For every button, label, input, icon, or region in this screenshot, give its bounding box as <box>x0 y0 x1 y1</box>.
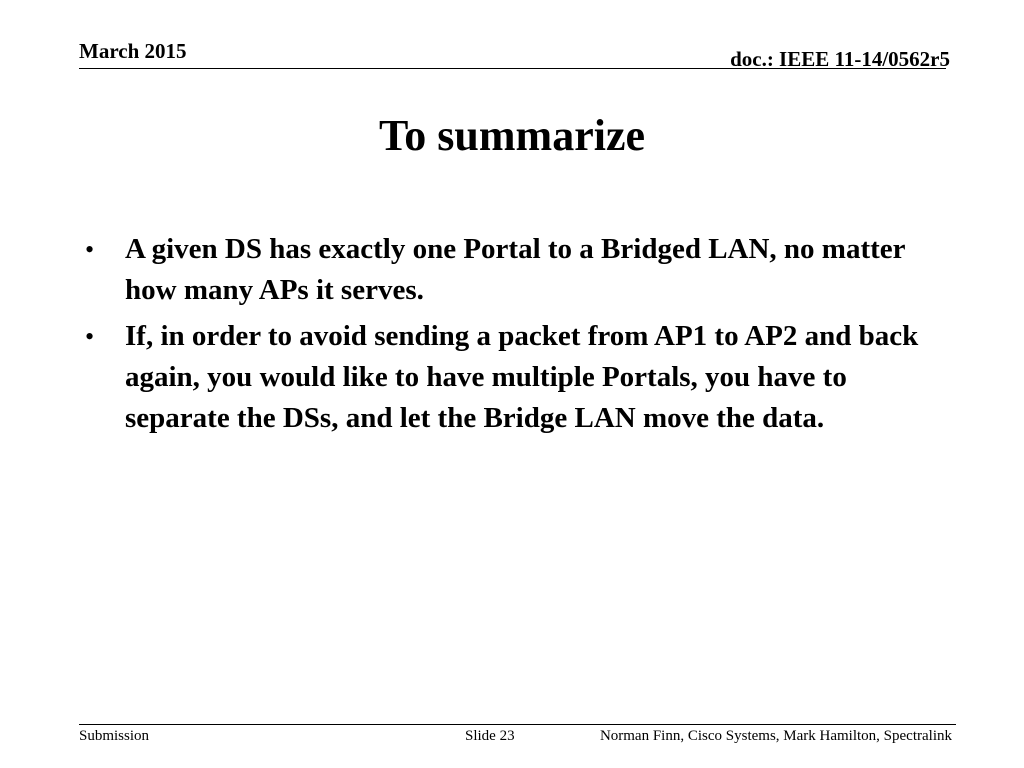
footer-divider <box>79 724 956 725</box>
bullet-list <box>85 229 945 444</box>
bullet-item <box>85 316 945 439</box>
slide-title: To summarize <box>378 111 646 160</box>
bullet-text: If, in order to avoid sending a packet from AP1 to AP2 and back again, you would like to have multiple Portals, you have to separate the DSs, and let the Bridge LAN move the data. <box>125 320 919 434</box>
header-date: March 2015 <box>79 39 187 63</box>
header-divider <box>79 68 946 69</box>
bullet-marker: • <box>85 235 95 264</box>
footer-author: Norman Finn, Cisco Systems, Mark Hamilton, Spectralink <box>599 728 952 744</box>
bullet-text: A given DS has exactly one Portal to a Bridged LAN, no matter how many APs it serves. <box>125 233 905 306</box>
header-doc-id: doc.: IEEE 11-14/0562r5 <box>730 47 950 71</box>
bullet-marker: • <box>85 322 95 351</box>
footer-slide-number: Slide 23 <box>465 728 515 744</box>
bullet-item <box>85 229 945 311</box>
footer-submission: Submission <box>79 728 150 744</box>
